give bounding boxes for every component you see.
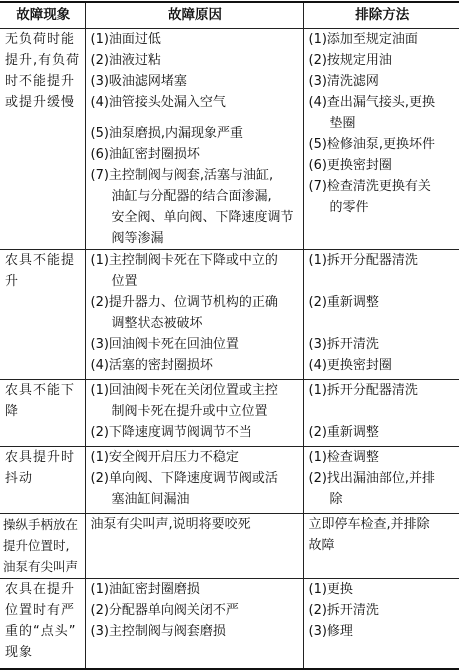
cause-cell [85,514,303,579]
remedy-line [309,271,457,292]
symptom-line: 农具在提升 [5,582,76,597]
cause-line: (1)油缸密封圈磨损 [90,582,200,597]
remedy-line: (1)更换 [308,582,353,597]
cause-cell [85,250,303,380]
remedy-line: (4)更换密封圈 [308,358,392,373]
symptom-line: 无负荷时能 [5,32,76,47]
symptom-line: 油泵有尖叫声 [3,559,79,574]
cause-line: (1)安全阀开启压力不稳定 [90,450,239,465]
cause-line: (2)分配器单向阀关闭不严 [90,603,239,618]
cause-line: (3)主控制阀与阀套磨损 [90,624,226,639]
header-symptom: 故障现象 [0,2,85,29]
fault-table [0,1,459,670]
remedy-line: 故障 [308,538,335,553]
cause-line: 油泵有尖叫声,说明将要咬死 [90,517,251,532]
symptom-line: 位置时有严 [5,603,76,618]
remedy-line: (2)找出漏油部位,并排 [308,471,436,486]
header-remedy: 排除方法 [303,2,459,29]
cause-line: (1)油面过低 [90,32,161,47]
cause-cell [85,579,303,669]
symptom-line: 升 [5,274,20,289]
symptom-line: 提升位置时, [3,538,70,553]
table-row [0,514,459,579]
table-row [0,579,459,669]
remedy-line: 立即停车检查,并排除 [308,517,430,532]
cause-line: (4)油管接头处漏入空气 [90,95,226,110]
symptom-line: 操纵手柄放在 [3,517,79,532]
remedy-line: (1)检查调整 [308,450,379,465]
table-row [0,250,459,380]
cause-cell [85,380,303,447]
remedy-line: (4)查出漏气接头,更换 [308,95,436,110]
table-header-row [0,2,459,29]
symptom-line: 抖动 [5,471,34,486]
symptom-cell [0,579,85,669]
symptom-cell [0,380,85,447]
remedy-line: (7)检查清洗更换有关 [308,179,431,194]
cause-line: (5)油泵磨损,内漏现象严重 [90,126,244,141]
cause-line: (3)吸油滤网堵塞 [90,74,187,89]
symptom-line: 时不能提升 [5,74,76,89]
remedy-line: 垫圈 [329,116,356,131]
header-cause: 故障原因 [85,2,303,29]
remedy-line: (2)重新调整 [308,295,379,310]
remedy-line: (1)添加至规定油面 [308,32,418,47]
symptom-cell [0,29,85,250]
remedy-line [309,313,457,334]
remedy-line: (1)拆开分配器清洗 [308,383,418,398]
cause-line: (2)油液过粘 [90,53,161,68]
remedy-line: (2)按规定用油 [308,53,392,68]
symptom-cell [0,250,85,380]
remedy-cell [303,579,459,669]
symptom-cell [0,447,85,514]
symptom-line: 农具不能提 [5,253,76,268]
cause-line: (4)活塞的密封圈损坏 [90,358,213,373]
cause-cell [85,29,303,250]
symptom-line: 重的“点头” [5,624,77,639]
remedy-line: 的零件 [329,200,369,215]
cause-line: (7)主控制阀与阀套,活塞与油缸, [90,168,274,183]
remedy-cell [303,380,459,447]
remedy-line: (6)更换密封圈 [308,158,392,173]
cause-line: 调整状态被破坏 [111,316,203,331]
symptom-line: 农具不能下 [5,383,76,398]
cause-line: (2)单向阀、下降速度调节阀或活 [90,471,278,486]
remedy-line: (3)清洗滤网 [308,74,379,89]
cause-line: (2)下降速度调节阀调节不当 [90,425,252,440]
remedy-cell [303,250,459,380]
symptom-line: 现象 [5,645,34,660]
table-row [0,29,459,250]
remedy-cell [303,514,459,579]
cause-cell [85,447,303,514]
cause-line: (1)主控制阀卡死在下降或中立的 [90,253,278,268]
symptom-line: 农具提升时 [5,450,76,465]
remedy-cell [303,447,459,514]
remedy-line: (3)修理 [308,624,353,639]
remedy-cell [303,29,459,250]
remedy-line: (2)重新调整 [308,425,379,440]
table-row [0,447,459,514]
remedy-line: (3)拆开清洗 [308,337,379,352]
cause-line: 安全阀、单向阀、下降速度调节 [111,210,294,225]
remedy-line: (2)拆开清洗 [308,603,379,618]
cause-line: 油缸与分配器的结合面渗漏, [111,189,272,204]
cause-line: 制阀卡死在提升或中立位置 [111,404,268,419]
remedy-line: (1)拆开分配器清洗 [308,253,418,268]
cause-line: (1)回油阀卡死在关闭位置或主控 [90,383,278,398]
symptom-line: 或提升缓慢 [5,95,76,110]
spacer [91,113,300,123]
symptom-line: 提升,有负荷 [5,53,81,68]
cause-line: 阀等渗漏 [111,231,164,246]
cause-line: (3)回油阀卡死在回油位置 [90,337,239,352]
cause-line: (6)油缸密封圈损坏 [90,147,200,162]
symptom-line: 降 [5,404,20,419]
table-row [0,380,459,447]
cause-line: (2)提升器力、位调节机构的正确 [90,295,278,310]
cause-line: 位置 [111,274,138,289]
remedy-line: 除 [329,492,343,507]
remedy-line: (5)检修油泵,更换坏件 [308,137,436,152]
cause-line: 塞油缸间漏油 [111,492,190,507]
remedy-line [309,401,457,422]
symptom-cell [0,514,85,579]
